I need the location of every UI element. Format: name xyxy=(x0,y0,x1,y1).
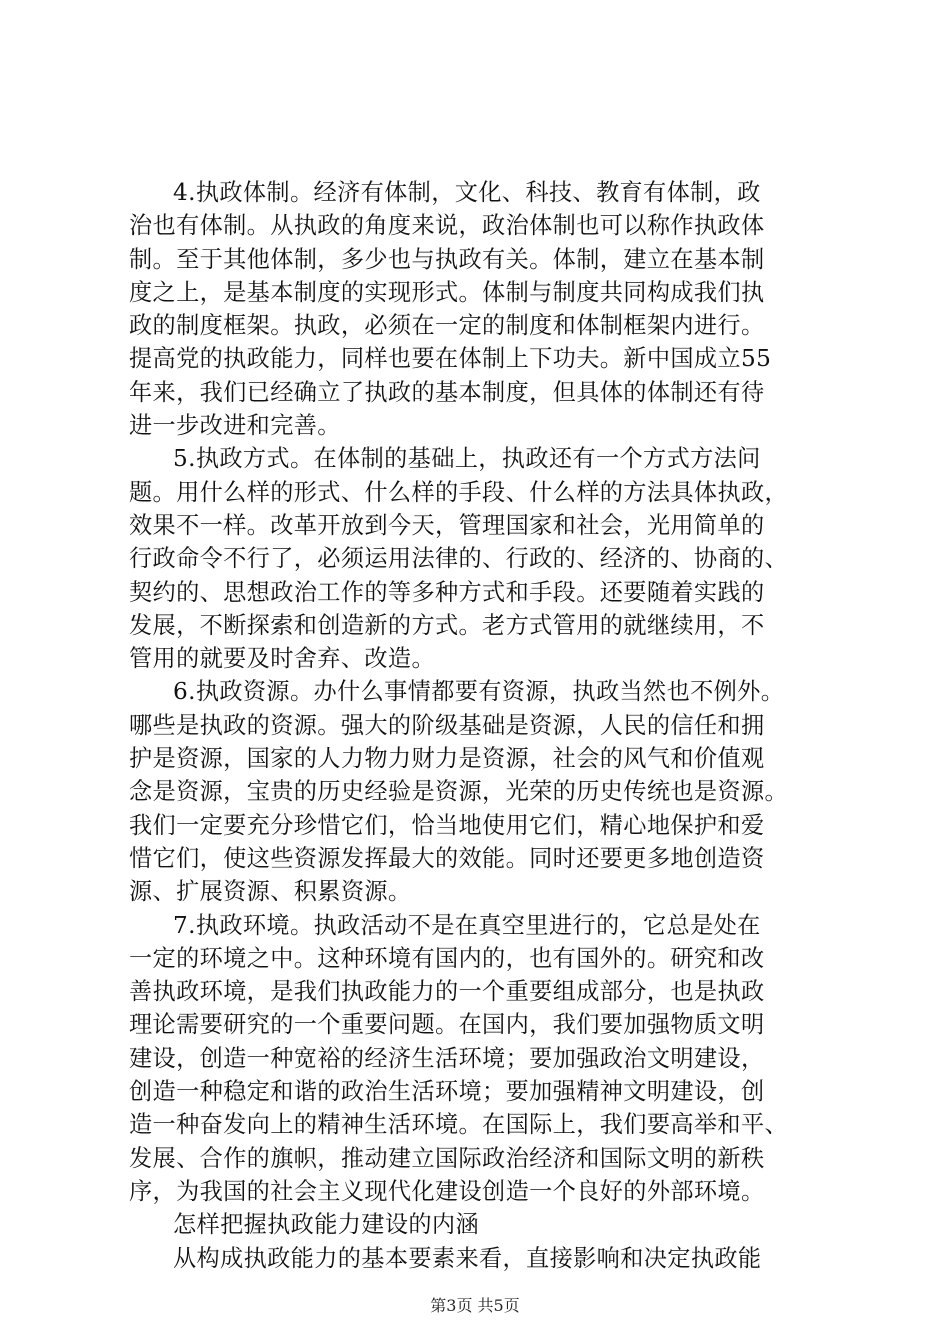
text-line: 理论需要研究的一个重要问题。在国内，我们要加强物质文明 xyxy=(129,1011,765,1039)
text-line: 7.执政环境。执政活动不是在真空里进行的，它总是处在 xyxy=(173,911,761,939)
text-line: 度之上，是基本制度的实现形式。体制与制度共同构成我们执 xyxy=(129,278,765,306)
text-line: 惜它们，使这些资源发挥最大的效能。同时还要更多地创造资 xyxy=(129,844,765,872)
text-line: 造一种奋发向上的精神生活环境。在国际上，我们要高举和平、 xyxy=(129,1111,789,1139)
text-line: 提高党的执政能力，同样也要在体制上下功夫。新中国成立55 xyxy=(129,345,772,373)
text-line: 善执政环境，是我们执政能力的一个重要组成部分，也是执政 xyxy=(129,978,765,1006)
text-line: 治也有体制。从执政的角度来说，政治体制也可以称作执政体 xyxy=(129,212,765,240)
text-line: 发展、合作的旗帜，推动建立国际政治经济和国际文明的新秩 xyxy=(129,1144,765,1172)
text-line: 管用的就要及时舍弃、改造。 xyxy=(129,645,435,673)
text-line: 从构成执政能力的基本要素来看，直接影响和决定执政能 xyxy=(173,1244,762,1272)
text-line: 政的制度框架。执政，必须在一定的制度和体制框架内进行。 xyxy=(129,312,765,340)
page-footer: 第3页 共5页 xyxy=(430,1296,520,1315)
text-line: 发展，不断探索和创造新的方式。老方式管用的就继续用，不 xyxy=(129,611,765,639)
text-line: 哪些是执政的资源。强大的阶级基础是资源，人民的信任和拥 xyxy=(129,711,765,739)
text-line: 源、扩展资源、积累资源。 xyxy=(129,878,412,906)
text-line: 护是资源，国家的人力物力财力是资源，社会的风气和价值观 xyxy=(129,745,765,773)
text-line: 建设，创造一种宽裕的经济生活环境；要加强政治文明建设， xyxy=(129,1044,765,1072)
text-line: 我们一定要充分珍惜它们，恰当地使用它们，精心地保护和爱 xyxy=(129,811,765,839)
text-line: 怎样把握执政能力建设的内涵 xyxy=(173,1211,479,1239)
text-line: 进一步改进和完善。 xyxy=(129,412,341,440)
text-line: 念是资源，宝贵的历史经验是资源，光荣的历史传统也是资源。 xyxy=(129,778,789,806)
text-line: 效果不一样。改革开放到今天，管理国家和社会，光用简单的 xyxy=(129,511,765,539)
text-line: 行政命令不行了，必须运用法律的、行政的、经济的、协商的、 xyxy=(129,545,789,573)
text-line: 契约的、思想政治工作的等多种方式和手段。还要随着实践的 xyxy=(129,578,765,606)
text-line: 4.执政体制。经济有体制，文化、科技、教育有体制，政 xyxy=(173,179,761,206)
text-line: 序，为我国的社会主义现代化建设创造一个良好的外部环境。 xyxy=(129,1177,765,1205)
body-text xyxy=(129,176,829,1275)
text-line: 年来，我们已经确立了执政的基本制度，但具体的体制还有待 xyxy=(129,378,765,406)
text-line: 5.执政方式。在体制的基础上，执政还有一个方式方法问 xyxy=(173,445,761,473)
text-line: 6.执政资源。办什么事情都要有资源，执政当然也不例外。 xyxy=(173,678,785,706)
text-line: 一定的环境之中。这种环境有国内的，也有国外的。研究和改 xyxy=(129,944,765,972)
text-line: 创造一种稳定和谐的政治生活环境；要加强精神文明建设，创 xyxy=(129,1078,765,1106)
text-line: 题。用什么样的形式、什么样的手段、什么样的方法具体执政， xyxy=(129,478,789,506)
text-line: 制。至于其他体制，多少也与执政有关。体制，建立在基本制 xyxy=(129,245,765,273)
